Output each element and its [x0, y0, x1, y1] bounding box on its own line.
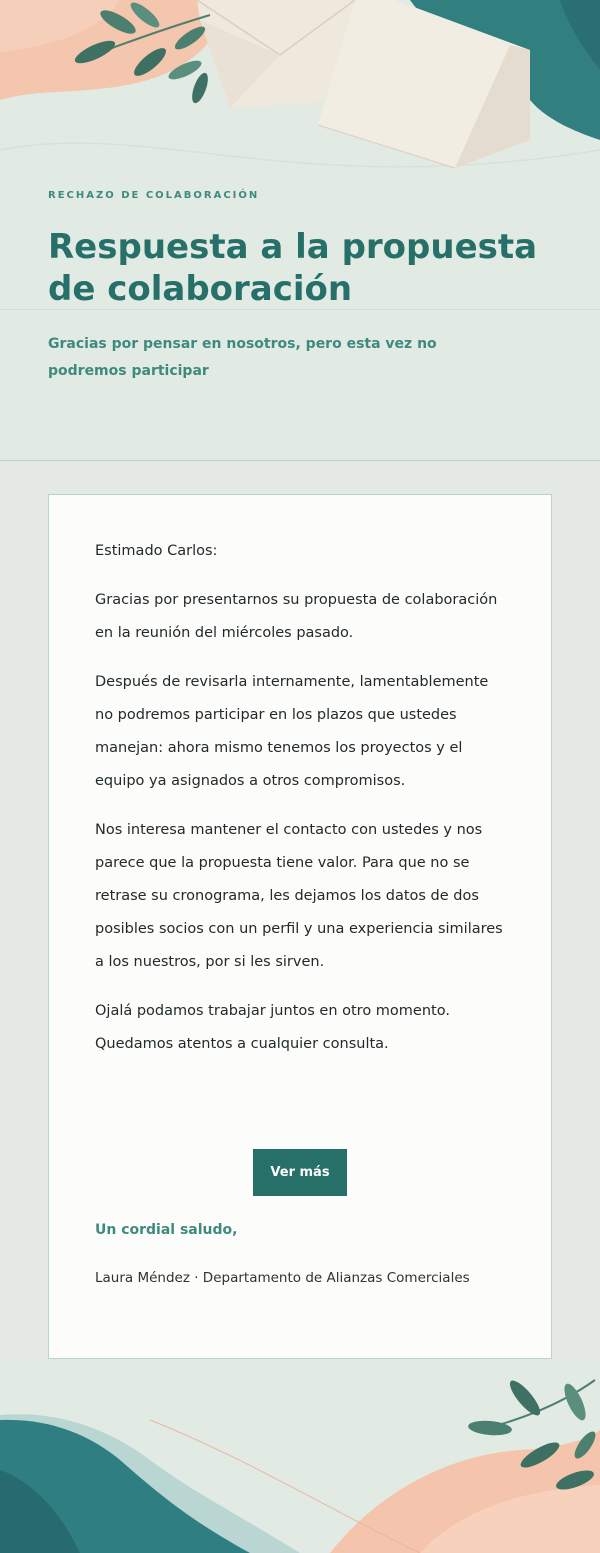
page-title: Respuesta a la propuesta de colaboración [48, 227, 538, 309]
letter-paragraph: Nos interesa mantener el contacto con ustedes y nos parece que la propuesta tiene valor. Para que no se retrase su cronograma, les dejamos los datos de dos posibles socios con un perfil y una experiencia similares a los nuestros, por si les sirven. [95, 822, 503, 970]
hero-header [0, 0, 600, 461]
letter-paragraph: Ojalá podamos trabajar juntos en otro momento. Quedamos atentos a cualquier consulta. [95, 1003, 450, 1052]
letter-greeting: Estimado Carlos: [95, 543, 218, 559]
letter-paragraph: Gracias por presentarnos su propuesta de colaboración en la reunión del miércoles pasado. [95, 592, 498, 641]
letter-body [95, 535, 505, 1077]
envelopes-illustration [0, 0, 600, 200]
eyebrow-label: RECHAZO DE COLABORACIÓN [48, 190, 260, 201]
signature-line: Laura Méndez · Departamento de Alianzas Comerciales [95, 1270, 470, 1286]
closing-line: Un cordial saludo, [95, 1222, 238, 1238]
letter-card [48, 494, 552, 1359]
page-subtitle: Gracias por pensar en nosotros, pero esta vez no podremos participar [48, 336, 437, 379]
footer-decoration [0, 1360, 600, 1553]
ver-mas-button[interactable]: Ver más [253, 1149, 347, 1196]
letter-paragraph: Después de revisarla internamente, lamentablemente no podremos participar en los plazos que ustedes manejan: ahora mismo tenemos los proyectos y el equipo ya asignados a otros compromisos. [95, 674, 489, 789]
